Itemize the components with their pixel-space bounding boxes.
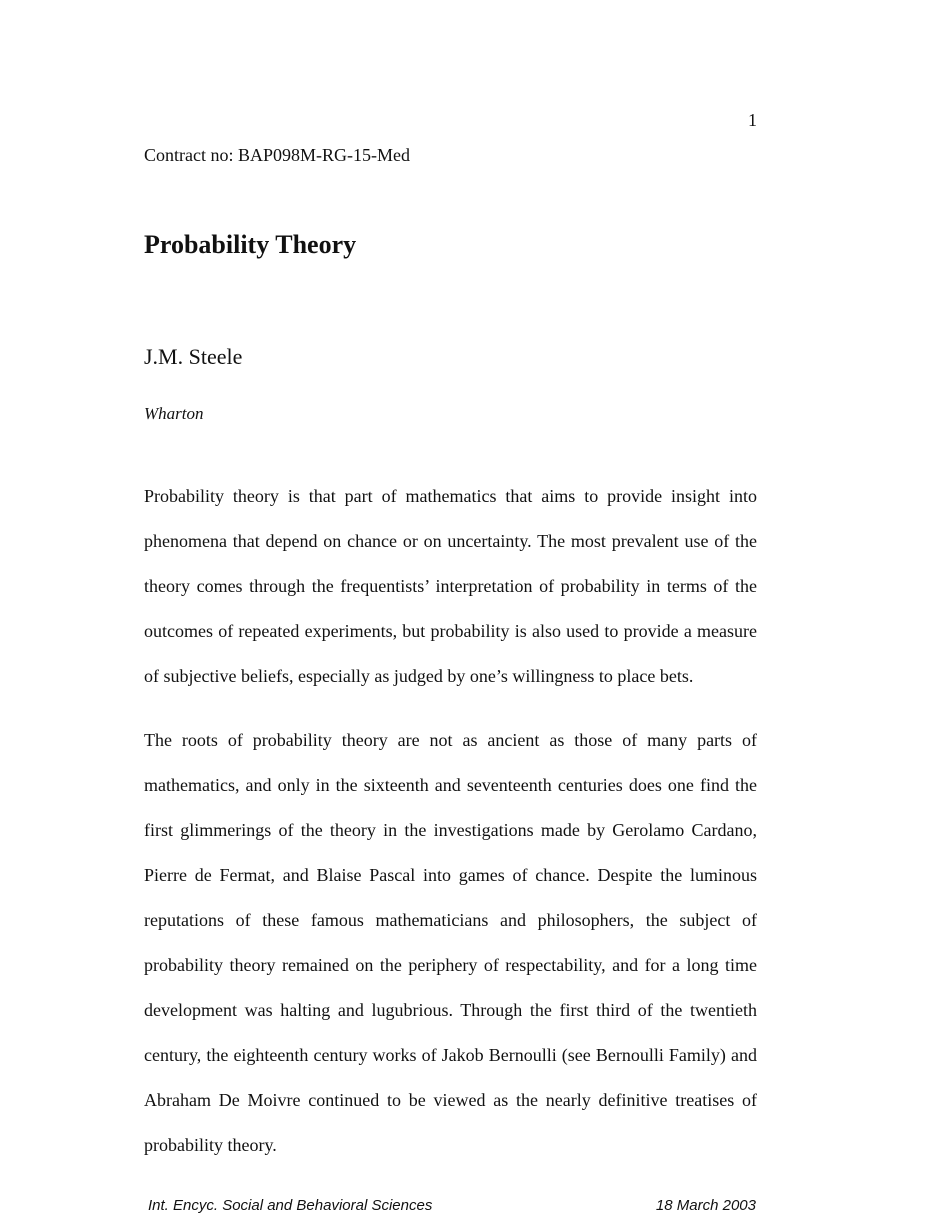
- page-number: 1: [748, 110, 757, 130]
- contract-number: Contract no: BAP098M-RG-15-Med: [144, 145, 410, 165]
- paragraph-history: The roots of probability theory are not as ancient as those of many parts of mathematics, and only in the sixteenth and seventeenth centuries does one find the first glimmerings of the theory in the investigations made by Gerolamo Cardano, Pierre de Fermat, and Blaise Pascal into games of chance. Despite the luminous reputations of these famous mathematicians and philosophers, the subject of probability theory remained on the periphery of respectability, and for a long time development was halting and lugubrious. Through the first third of the twentieth century, the eighteenth century works of Jakob Bernoulli (see Bernoulli Family) and Abraham De Moivre continued to be viewed as the nearly definitive treatises of probability theory.: [144, 730, 757, 1155]
- footer-date: 18 March 2003: [655, 1197, 756, 1214]
- page-footer: [148, 1197, 756, 1214]
- author-name: J.M. Steele: [144, 344, 243, 369]
- article-body: [144, 474, 757, 1187]
- article-title: Probability Theory: [144, 230, 357, 259]
- footer-journal: Int. Encyc. Social and Behavioral Sciences: [148, 1197, 433, 1214]
- paragraph-intro: Probability theory is that part of mathematics that aims to provide insight into phenomena that depend on chance or on uncertainty. The most prevalent use of the theory comes through the frequentists’ interpretation of probability in terms of the outcomes of repeated experiments, but probability is also used to provide a measure of subjective beliefs, especially as judged by one’s willingness to place bets.: [144, 486, 757, 686]
- author-affiliation: Wharton: [144, 404, 204, 423]
